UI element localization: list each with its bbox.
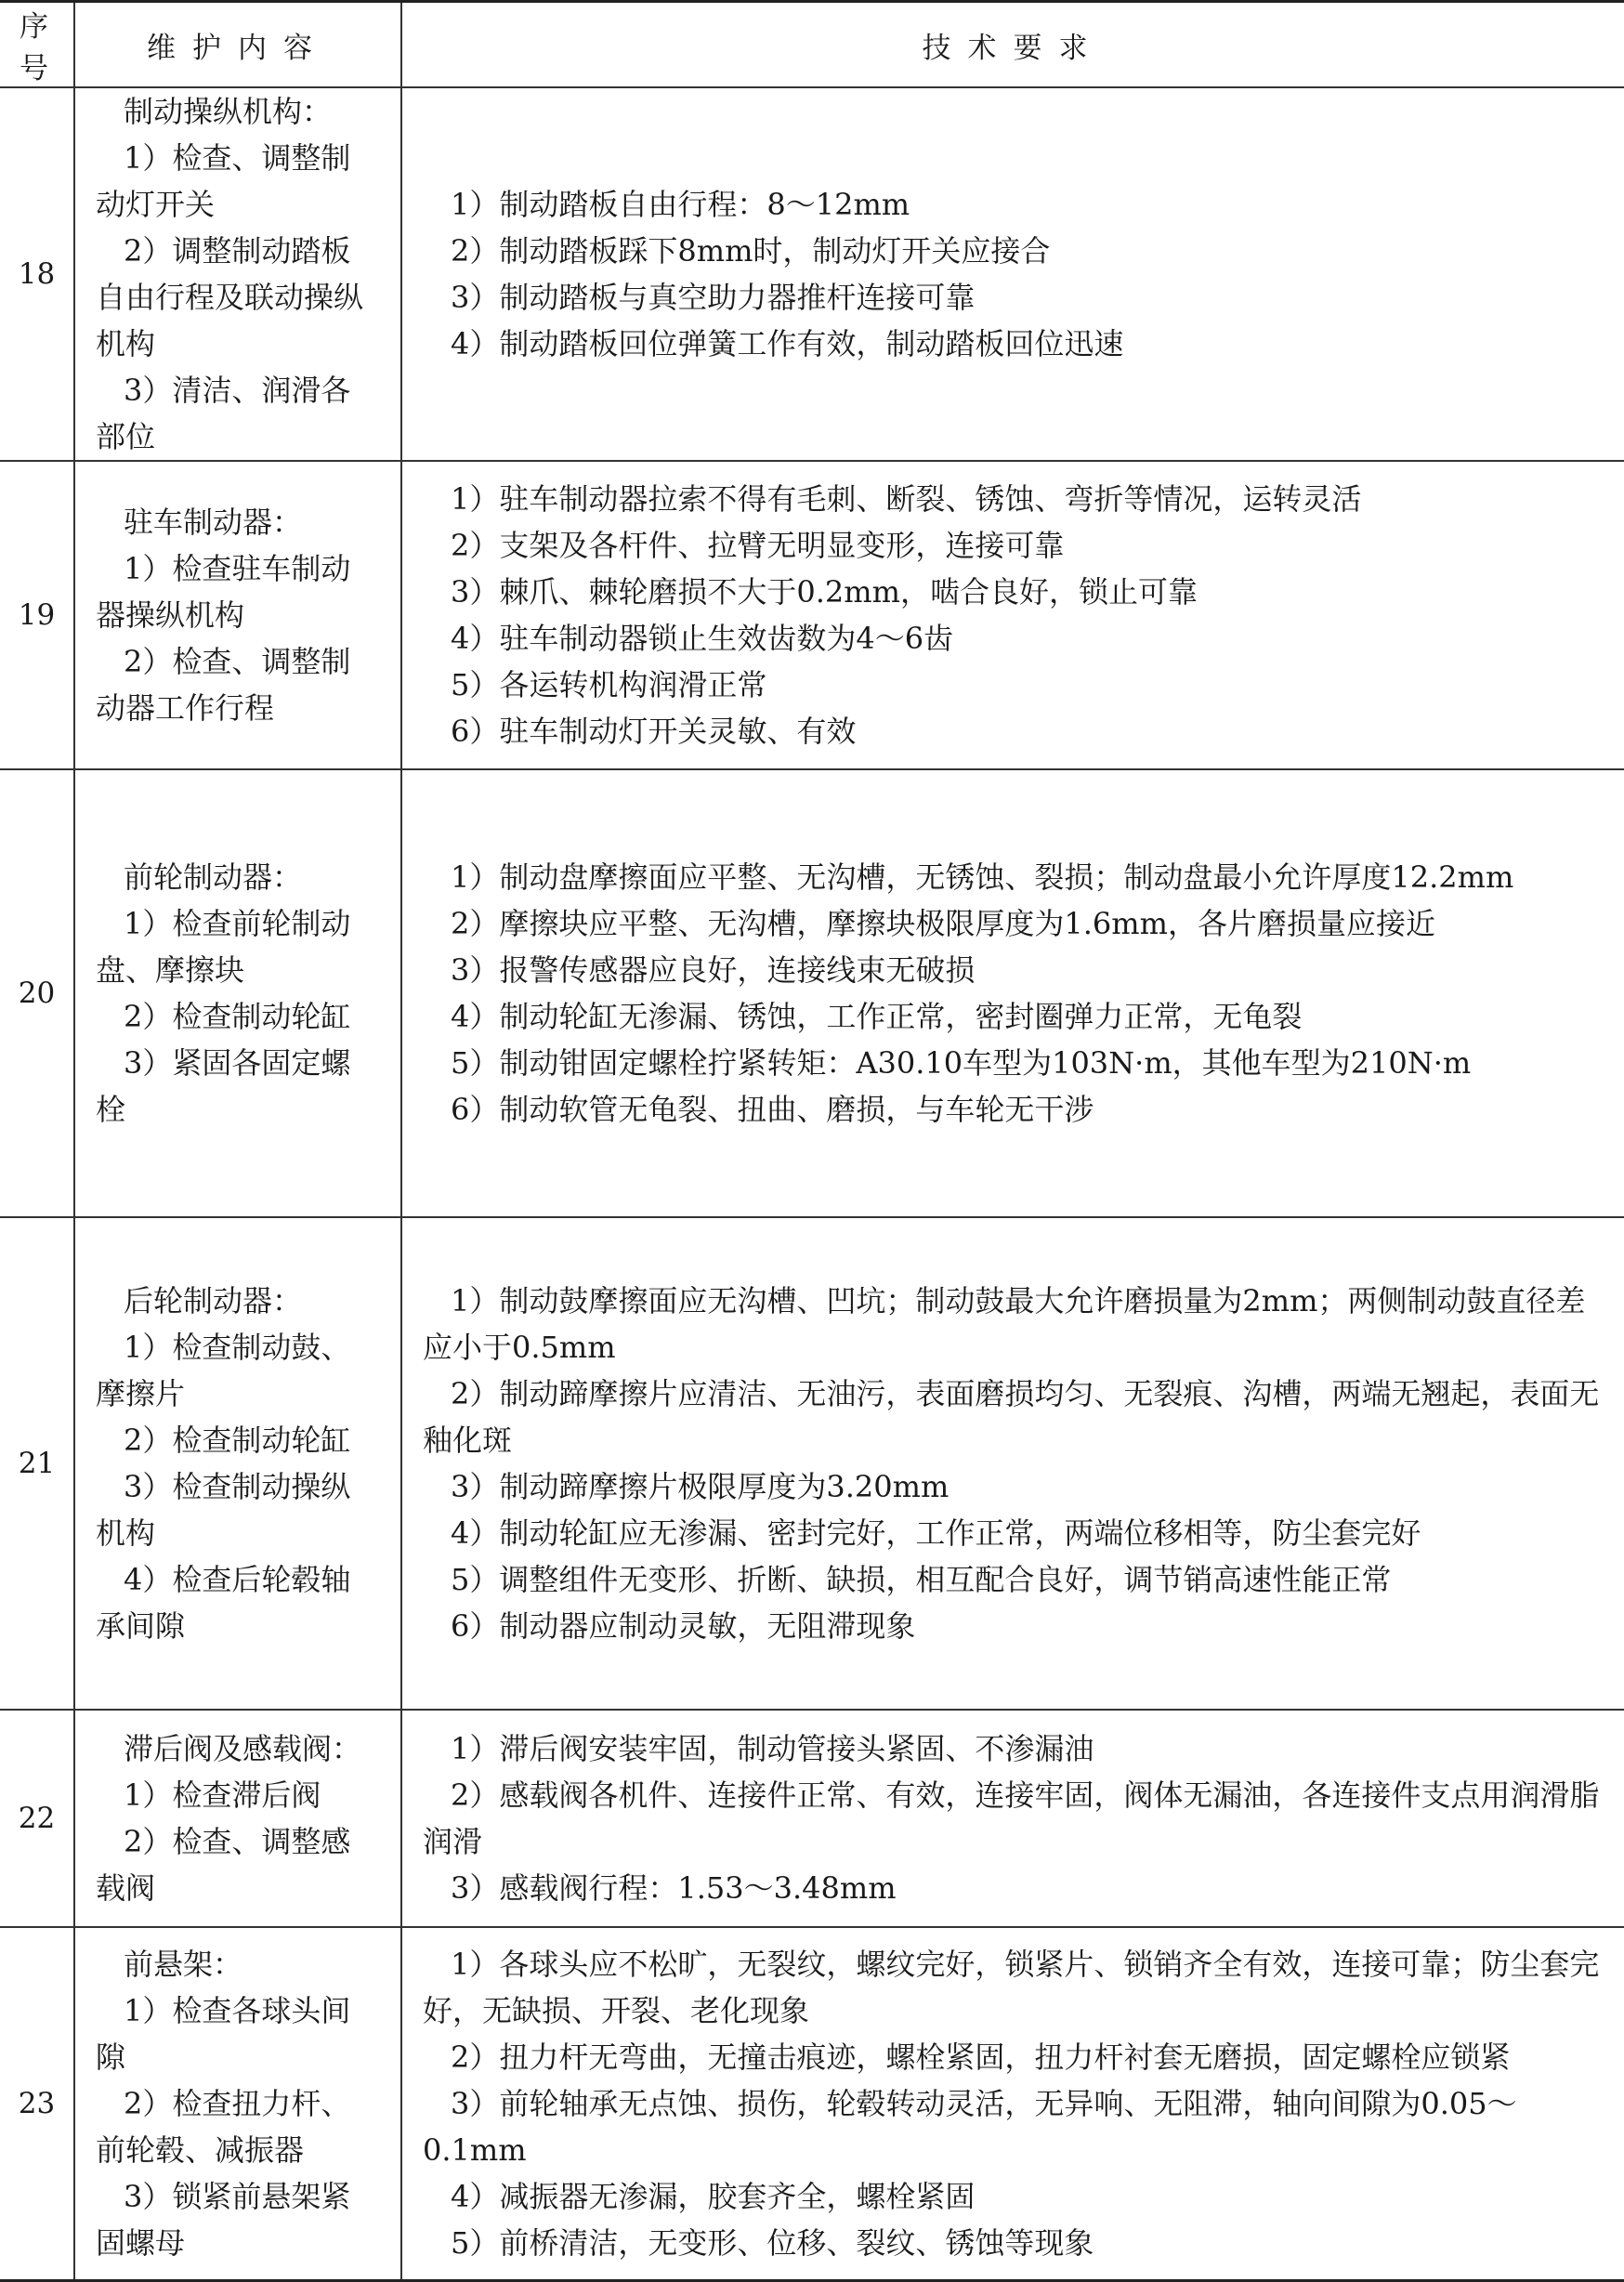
content-line: 3）清洁、润滑各部位 [96,373,351,454]
content-line: 2）调整制动踏板自由行程及联动操纵机构 [96,233,364,361]
requirement-line: 5）调整组件无变形、折断、缺损，相互配合良好，调节销高速性能正常 [451,1562,1392,1597]
header-number: 序 号 [0,2,74,88]
requirements-cell [401,87,1624,461]
content-line: 2）检查、调整感载阀 [96,1824,351,1906]
table-row [0,1927,1624,2281]
content-line: 1）检查滞后阀 [124,1777,321,1813]
maintenance-content-cell [74,1710,401,1927]
content-line: 4）检查后轮毂轴承间隙 [96,1562,351,1644]
row-number: 21 [0,1217,74,1710]
requirement-line: 4）制动轮缸应无渗漏、密封完好，工作正常，两端位移相等，防尘套完好 [451,1515,1421,1551]
content-line: 3）检查制动操纵机构 [96,1469,351,1551]
maintenance-content-cell [74,87,401,461]
requirement-line: 4）制动轮缸无渗漏、锈蚀，工作正常，密封圈弹力正常，无龟裂 [451,999,1303,1034]
maintenance-content-cell [74,769,401,1217]
requirement-line: 2）感载阀各机件、连接件正常、有效，连接牢固，阀体无漏油，各连接件支点用润滑脂润滑 [423,1777,1600,1859]
requirement-line: 3）感载阀行程：1.53～3.48mm [451,1870,897,1906]
content-line: 2）检查扭力杆、前轮毂、减振器 [96,2086,351,2168]
content-heading: 前悬架： [124,1947,243,1982]
content-line: 1）检查、调整制动灯开关 [96,140,351,222]
content-line: 1）检查制动鼓、摩擦片 [96,1330,351,1411]
requirement-line: 1）制动鼓摩擦面应无沟槽、凹坑；制动鼓最大允许磨损量为2mm；两侧制动鼓直径差应小于0.5mm [423,1283,1586,1365]
maintenance-content-cell [74,461,401,769]
content-line: 1）检查各球头间隙 [96,1993,351,2075]
content-line: 3）锁紧前悬架紧固螺母 [96,2179,351,2261]
requirements-cell [401,1217,1624,1710]
requirement-line: 2）支架及各杆件、拉臂无明显变形，连接可靠 [451,528,1065,563]
requirements-cell [401,1927,1624,2281]
header-content: 维护内容 [74,2,401,88]
content-line: 2）检查制动轮缸 [124,999,351,1034]
requirements-cell [401,461,1624,769]
table-row [0,87,1624,461]
content-heading: 滞后阀及感载阀： [124,1731,362,1766]
requirement-line: 2）扭力杆无弯曲，无撞击痕迹，螺栓紧固，扭力杆衬套无磨损，固定螺栓应锁紧 [451,2039,1511,2075]
content-line: 3）紧固各固定螺栓 [96,1045,351,1127]
row-number: 22 [0,1710,74,1927]
content-heading: 制动操纵机构： [124,94,333,129]
requirement-line: 1）滞后阀安装牢固，制动管接头紧固、不渗漏油 [451,1731,1094,1766]
requirement-line: 1）各球头应不松旷，无裂纹，螺纹完好，锁紧片、锁销齐全有效，连接可靠；防尘套完好，无缺损、开裂、老化现象 [423,1947,1600,2028]
content-heading: 后轮制动器： [124,1283,303,1318]
requirement-line: 4）制动踏板回位弹簧工作有效，制动踏板回位迅速 [451,326,1124,361]
requirements-cell [401,769,1624,1217]
requirement-line: 3）报警传感器应良好，连接线束无破损 [451,952,976,988]
requirement-line: 2）制动踏板踩下8mm时，制动灯开关应接合 [451,233,1051,269]
requirement-line: 6）驻车制动灯开关灵敏、有效 [451,714,857,749]
row-number: 23 [0,1927,74,2281]
header-row [0,2,1624,88]
row-number: 18 [0,87,74,461]
table-header [0,2,1624,88]
content-line: 1）检查前轮制动盘、摩擦块 [96,906,351,988]
maintenance-content-cell [74,1217,401,1710]
requirement-line: 6）制动软管无龟裂、扭曲、磨损，与车轮无干涉 [451,1092,1094,1127]
table-row [0,769,1624,1217]
requirement-line: 3）制动蹄摩擦片极限厚度为3.20mm [451,1469,950,1504]
maintenance-content-cell [74,1927,401,2281]
requirement-line: 5）各运转机构润滑正常 [451,667,767,702]
table-row [0,1710,1624,1927]
requirement-line: 5）前桥清洁，无变形、位移、裂纹、锈蚀等现象 [451,2225,1094,2261]
table-row [0,1217,1624,1710]
content-line: 1）检查驻车制动器操纵机构 [96,551,351,633]
row-number: 19 [0,461,74,769]
requirement-line: 3）前轮轴承无点蚀、损伤，轮毂转动灵活，无异响、无阻滞，轴向间隙为0.05～0.1mm [423,2086,1517,2168]
requirement-line: 2）摩擦块应平整、无沟槽，摩擦块极限厚度为1.6mm，各片磨损量应接近 [451,906,1435,941]
content-line: 2）检查制动轮缸 [124,1423,351,1458]
requirement-line: 5）制动钳固定螺栓拧紧转矩：A30.10车型为103N·m，其他车型为210N·m [451,1045,1472,1081]
requirement-line: 1）制动踏板自由行程：8～12mm [451,187,910,222]
content-line: 2）检查、调整制动器工作行程 [96,644,351,726]
requirement-line: 2）制动蹄摩擦片应清洁、无油污，表面磨损均匀、无裂痕、沟槽，两端无翘起，表面无釉化斑 [423,1376,1600,1458]
content-heading: 前轮制动器： [124,859,303,895]
requirement-line: 4）驻车制动器锁止生效齿数为4～6齿 [451,621,954,656]
table-body [0,87,1624,2281]
table-row [0,461,1624,769]
requirement-line: 1）驻车制动器拉索不得有毛刺、断裂、锈蚀、弯折等情况，运转灵活 [451,481,1362,517]
requirement-line: 1）制动盘摩擦面应平整、无沟槽，无锈蚀、裂损；制动盘最小允许厚度12.2mm [451,859,1514,895]
content-heading: 驻车制动器： [124,505,303,540]
requirement-line: 4）减振器无渗漏，胶套齐全，螺栓紧固 [451,2179,976,2214]
row-number: 20 [0,769,74,1217]
requirement-line: 3）制动踏板与真空助力器推杆连接可靠 [451,280,976,315]
requirement-line: 3）棘爪、棘轮磨损不大于0.2mm，啮合良好，锁止可靠 [451,574,1198,610]
requirements-cell [401,1710,1624,1927]
header-requirements: 技术要求 [401,2,1624,88]
requirement-line: 6）制动器应制动灵敏，无阻滞现象 [451,1608,916,1644]
